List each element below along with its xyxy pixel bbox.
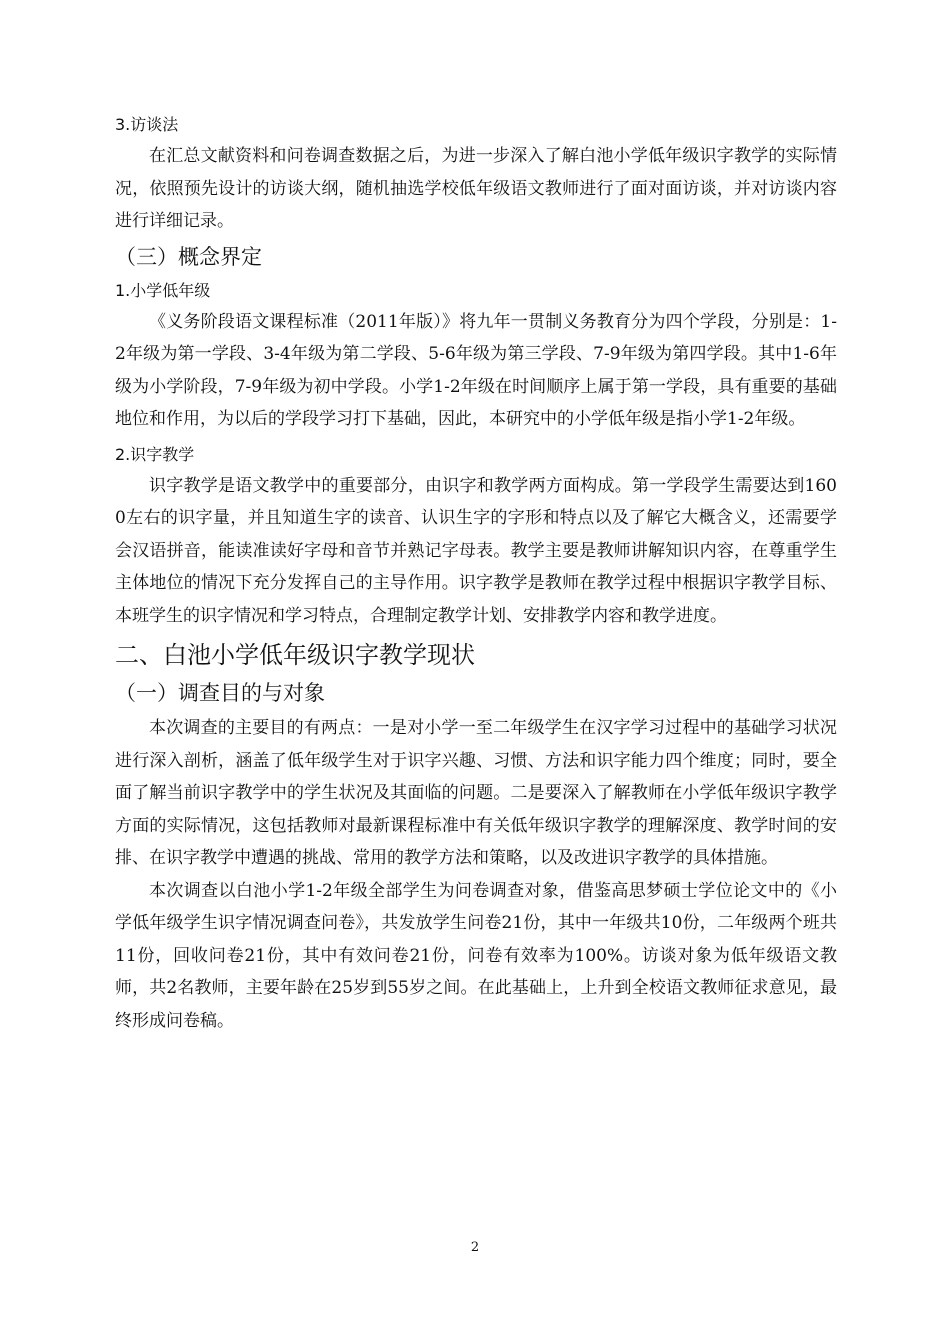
- chapter-heading-current-status: 二、白池小学低年级识字教学现状: [115, 641, 475, 669]
- page-body: [115, 110, 837, 1037]
- paragraph-survey-purpose: 本次调查的主要目的有两点：一是对小学一至二年级学生在汉字学习过程中的基础学习状况进行深入剖析，涵盖了低年级学生对于识字兴趣、习惯、方法和识字能力四个维度；同时，要全面了解当前识字教学中的学生状况及其面临的问题。二是要深入了解教师在小学低年级识字教学方面的实际情况，这包括教师对最新课程标准中有关低年级识字教学的理解深度、教学时间的安排、在识字教学中遭遇的挑战、常用的教学方法和策略，以及改进识字教学的具体措施。: [115, 718, 837, 868]
- paragraph-interview-method: 在汇总文献资料和问卷调查数据之后，为进一步深入了解白池小学低年级识字教学的实际情况，依照预先设计的访谈大纲，随机抽选学校低年级语文教师进行了面对面访谈，并对访谈内容进行详细记录。: [115, 146, 837, 231]
- paragraph-survey-subjects: 本次调查以白池小学1-2年级全部学生为问卷调查对象，借鉴高思梦硕士学位论文中的《小学低年级学生识字情况调查问卷》，共发放学生问卷21份，其中一年级共10份，二年级两个班共11份，回收问卷21份，其中有效问卷21份，问卷有效率为100%。访谈对象为低年级语文教师，共2名教师，主要年龄在25岁到55岁之间。在此基础上，上升到全校语文教师征求意见，最终形成问卷稿。: [115, 880, 837, 1031]
- section-heading-concept-definition: （三）概念界定: [115, 244, 262, 269]
- paragraph-lower-grades: 《义务阶段语文课程标准（2011年版）》将九年一贯制义务教育分为四个学段，分别是：1-2年级为第一学段、3-4年级为第二学段、5-6年级为第三学段、7-9年级为第四学段。其中1-6年级为小学阶段，7-9年级为初中学段。小学1-2年级在时间顺序上属于第一学段，具有重要的基础地位和作用，为以后的学段学习打下基础，因此，本研究中的小学低年级是指小学1-2年级。: [115, 311, 837, 429]
- page-number: 2: [470, 1240, 480, 1255]
- subheading-literacy-teaching: 2.识字教学: [115, 444, 195, 464]
- section-heading-survey-purpose: （一）调查目的与对象: [115, 681, 325, 705]
- paragraph-literacy-teaching: 识字教学是语文教学中的重要部分，由识字和教学两方面构成。第一学段学生需要达到1600左右的识字量，并且知道生字的读音、认识生字的字形和特点以及了解它大概含义，还需要学会汉语拼音，能读准读好字母和音节并熟记字母表。教学主要是教师讲解知识内容，在尊重学生主体地位的情况下充分发挥自己的主导作用。识字教学是教师在教学过程中根据识字教学目标、本班学生的识字情况和学习特点，合理制定教学计划、安排教学内容和教学进度。: [115, 475, 837, 626]
- section-heading-interview-method: 3.访谈法: [115, 115, 179, 134]
- subheading-lower-grades: 1.小学低年级: [115, 280, 211, 300]
